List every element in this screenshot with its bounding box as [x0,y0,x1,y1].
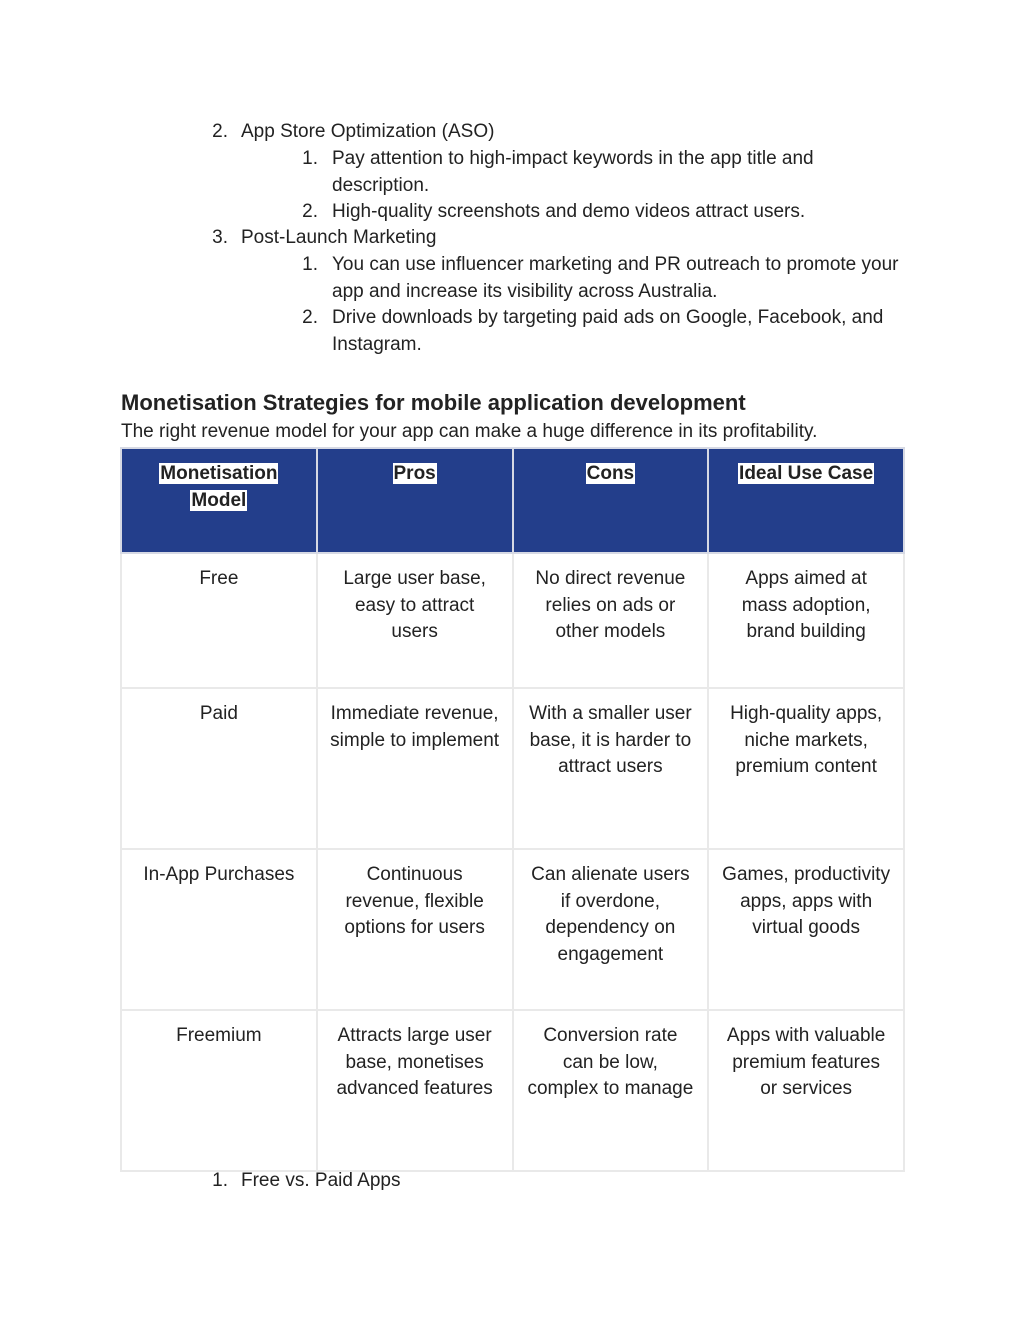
list-item-text: Drive downloads by targeting paid ads on Google, Facebook, and Instagram. [332,307,884,355]
list-number: 1. [302,148,318,169]
table-header-row [121,448,904,553]
list-number: 3. [212,227,228,248]
table-cell: Freemium [121,1010,317,1171]
table-cell: In-App Purchases [121,849,317,1010]
table-cell: Continuous revenue, flexible options for users [317,849,513,1010]
list-item-text: Pay attention to high-impact keywords in the app title and description. [332,148,814,196]
table-cell: High-quality apps, niche markets, premium content [708,688,904,849]
table-cell: Can alienate users if overdone, dependency on engagement [513,849,709,1010]
list-number: 1. [212,1170,228,1191]
table-cell: Attracts large user base, monetises advanced features [317,1010,513,1171]
header-cell-model: Monetisation Model [121,448,317,553]
table-cell: Apps aimed at mass adoption, brand building [708,553,904,688]
section-heading: Monetisation Strategies for mobile application development [121,390,746,415]
list-number: 1. [302,254,318,275]
table-cell: Immediate revenue, simple to implement [317,688,513,849]
list-item-label: App Store Optimization (ASO) [241,121,495,142]
list-number: 2. [302,201,318,222]
list-item-label: Post-Launch Marketing [241,227,437,248]
table-cell: With a smaller user base, it is harder to attract users [513,688,709,849]
header-cell-cons: Cons [513,448,709,553]
header-cell-use-case: Ideal Use Case [708,448,904,553]
list-number: 2. [302,307,318,328]
table-cell: Conversion rate can be low, complex to manage [513,1010,709,1171]
table-row [121,849,904,1010]
list-item-text: High-quality screenshots and demo videos attract users. [332,201,806,222]
list-item-text: You can use influencer marketing and PR outreach to promote your app and increase its visibility across Australia. [332,254,899,302]
header-cell-pros: Pros [317,448,513,553]
list-item-label: Free vs. Paid Apps [241,1170,401,1191]
section-intro: The right revenue model for your app can make a huge difference in its profitability. [121,421,818,442]
table-row [121,688,904,849]
table-cell: Paid [121,688,317,849]
table-cell: Apps with valuable premium features or services [708,1010,904,1171]
table-cell: No direct revenue relies on ads or other models [513,553,709,688]
list-number: 2. [212,121,228,142]
table-row [121,553,904,688]
table-cell: Free [121,553,317,688]
table-cell: Large user base, easy to attract users [317,553,513,688]
table-cell: Games, productivity apps, apps with virtual goods [708,849,904,1010]
table-row [121,1010,904,1171]
monetisation-table [120,447,905,1172]
